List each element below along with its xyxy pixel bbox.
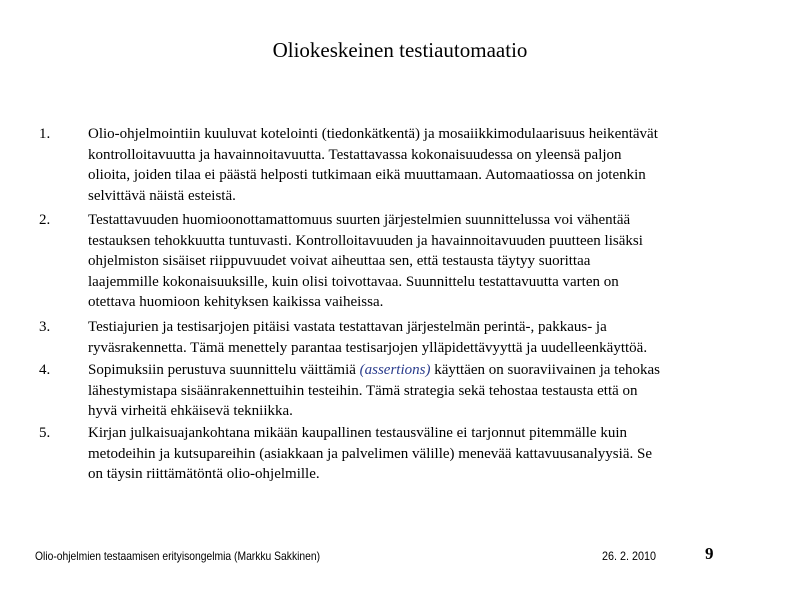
slide-title: Oliokeskeinen testiautomaatio (272, 38, 528, 62)
text-line: Testattavuuden huomioonottamattomuus suurten järjestelmien suunnittelussa voi vähentää (88, 212, 631, 228)
text-line: testauksen tehokkuutta tuntuvasti. Kontrolloitavuuden ja havainnoitavuuden puutteen lisäksi (88, 232, 643, 249)
text-line: hyvä virheitä ehkäisevä tekniikka. (88, 403, 293, 420)
text-line: Kirjan julkaisuajankohtana mikään kaupallinen testausväline ei tarjonnut pitemmälle kuin (88, 425, 628, 441)
text-line: on täysin riittämätöntä olio-ohjelmille. (88, 466, 320, 483)
list-item-number: 2. (39, 212, 51, 228)
list-item-text (88, 210, 764, 313)
text-line: kontrolloitavuutta ja havainnoitavuutta. Testattavassa kokonaisuudessa on yleensä paljon (88, 146, 622, 163)
text-line: Olio-ohjelmointiin kuuluvat kotelointi (tiedonkätkentä) ja mosaiikkimodulaarisuus heikentävät (88, 126, 658, 142)
page-number: 9 (705, 544, 714, 563)
text-line: laajemmille kokonaisuuksille, kuin olisi toivottavaa. Suunnittelu testattavuutta varten on (88, 273, 619, 290)
text-line: ryväsrakennetta. Tämä menettely parantaa testisarjojen ylläpidettävyyttä ja uudelleenkäyttöä. (88, 339, 648, 356)
list-item-text (88, 317, 764, 358)
text-line: ohjelmiston sisäiset riippuvuudet voivat aiheuttaa sen, että testausta täytyy suorittaa (88, 253, 591, 270)
text-run: Sopimuksiin perustuva suunnittelu väittämiä (88, 362, 360, 378)
list-item-text (88, 124, 764, 206)
text-line: olioita, joiden tilaa ei päästä helposti tutkimaan eikä muuttamaan. Automaatiossa on jotenkin (88, 167, 646, 184)
text-line: metodeihin ja kutsupareihin (asiakkaan ja palvelimen välille) menevää kattavuusanalyysiä. Se (88, 445, 652, 462)
italic-term-assertions: (assertions) (359, 362, 431, 378)
footer-date: 26. 2. 2010 (602, 549, 657, 563)
text-run: käyttäen on suoraviivainen ja tehokas (430, 362, 660, 378)
list-item-number: 1. (39, 126, 51, 142)
list-item-text (88, 360, 764, 422)
footer-source: Olio-ohjelmien testaamisen erityisongelmia (Markku Sakkinen) (35, 549, 321, 563)
text-line: lähestymistapa sisäänrakennettuihin testeihin. Tämä strategia sekä tehostaa testausta että on (88, 382, 638, 399)
text-line: otettava huomioon kehityksen kaikissa vaiheissa. (88, 294, 384, 311)
list-item-text (88, 423, 764, 485)
list-item-number: 3. (39, 319, 51, 335)
text-line (88, 360, 764, 381)
list-item-number: 4. (39, 362, 51, 378)
text-line: Testiajurien ja testisarjojen pitäisi vastata testattavan järjestelmän perintä-, pakkaus- ja (88, 319, 607, 335)
text-line: selvittävä näistä esteistä. (88, 187, 236, 204)
list-item-number: 5. (39, 425, 51, 441)
